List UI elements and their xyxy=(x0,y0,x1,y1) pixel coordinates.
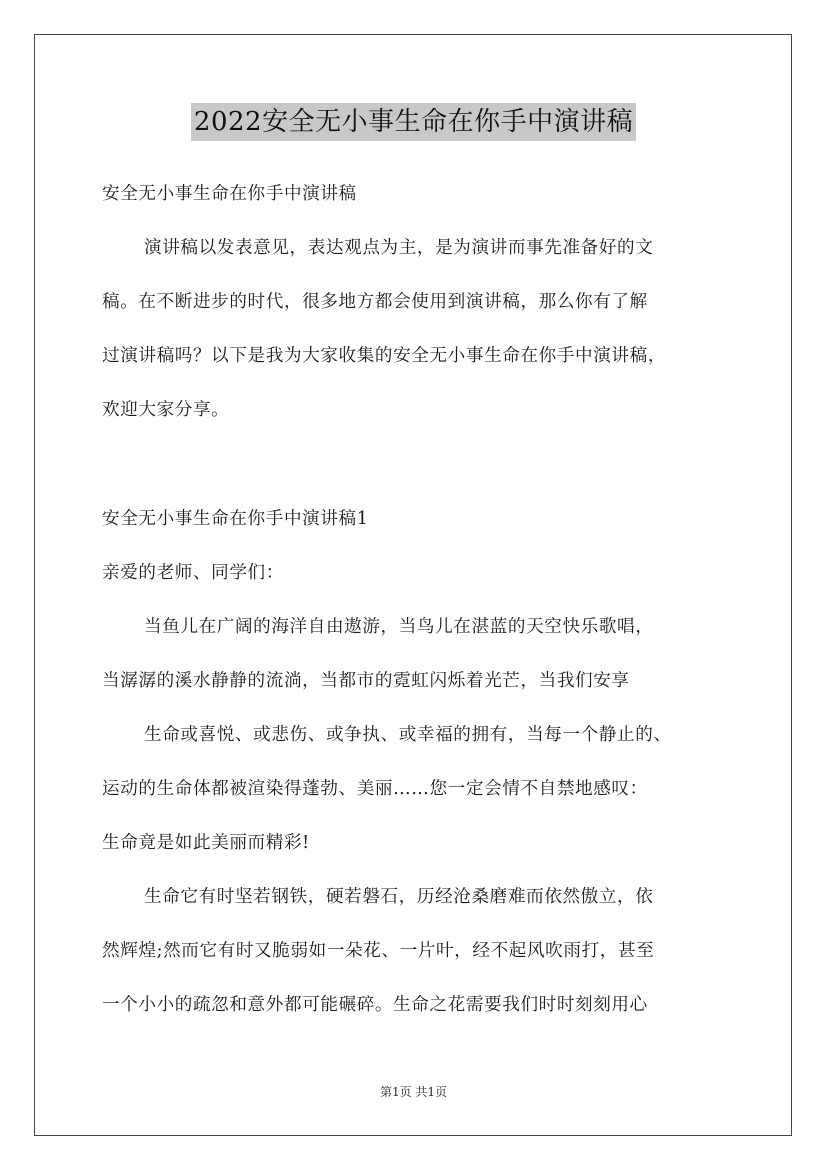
paragraph-line: 欢迎大家分享。 xyxy=(102,400,230,420)
paragraph-line: 演讲稿以发表意见，表达观点为主，是为演讲而事先准备好的文 xyxy=(144,238,654,258)
paragraph-line: 运动的生命体都被渲染得蓬勃、美丽……您一定会情不自禁地感叹： xyxy=(102,779,648,799)
paragraph-line: 稿。在不断进步的时代，很多地方都会使用到演讲稿，那么你有了解 xyxy=(102,292,648,312)
paragraph-line: 生命或喜悦、或悲伤、或争执、或幸福的拥有，当每一个静止的、 xyxy=(144,725,672,745)
paragraph-line: 一个小小的疏忽和意外都可能碾碎。生命之花需要我们时时刻刻用心 xyxy=(102,995,648,1015)
paragraph-line: 生命竟是如此美丽而精彩! xyxy=(102,833,310,853)
subtitle: 安全无小事生命在你手中演讲稿 xyxy=(102,184,357,204)
salutation: 亲爱的老师、同学们： xyxy=(102,563,284,583)
paragraph-line: 当鱼儿在广阔的海洋自由遨游，当鸟儿在湛蓝的天空快乐歌唱， xyxy=(144,617,654,637)
paragraph-line: 过演讲稿吗？以下是我为大家收集的安全无小事生命在你手中演讲稿， xyxy=(102,346,667,366)
document-title: 2022安全无小事生命在你手中演讲稿 xyxy=(191,103,636,141)
paragraph-line: 然辉煌;然而它有时又脆弱如一朵花、一片叶，经不起风吹雨打，甚至 xyxy=(102,941,655,961)
section-heading: 安全无小事生命在你手中演讲稿1 xyxy=(102,509,369,529)
title-container xyxy=(0,103,827,141)
paragraph-line: 生命它有时坚若钢铁，硬若磐石，历经沧桑磨难而依然傲立，依 xyxy=(144,887,654,907)
paragraph-line: 当潺潺的溪水静静的流淌，当都市的霓虹闪烁着光芒，当我们安享 xyxy=(102,671,630,691)
page-number: 第1页 共1页 xyxy=(379,1085,448,1099)
